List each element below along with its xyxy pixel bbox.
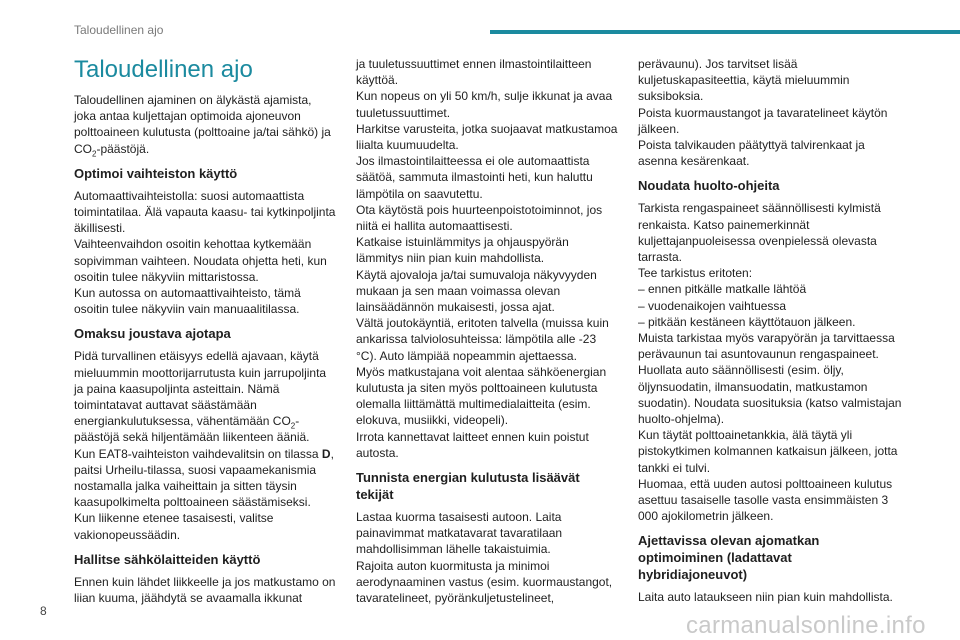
page-title: Taloudellinen ajo	[74, 56, 253, 83]
paragraph: ja tuuletussuuttimet ennen ilmastointilaitteen käyttöä.	[356, 57, 592, 88]
paragraph: Poista kuormaustangot ja tavaratelineet käytön jälkeen.	[638, 105, 888, 136]
section-title-hybrid-range: Ajettavissa olevan ajomatkan optimoiminen (ladattavat hybridiajoneuvot)	[638, 533, 820, 583]
paragraph: Käytä ajovaloja ja/tai sumuvaloja näkyvyyden mukaan ja sen maan voimassa olevan lainsäädännön mukaisesti, jossa ajat.	[356, 267, 597, 315]
paragraph: Harkitse varusteita, jotka suojaavat matkustamoa liialta kuumuudelta.	[356, 121, 618, 153]
paragraph: Katkaise istuinlämmitys ja ohjauspyörän lämmitys niin pian kuin mahdollista.	[356, 235, 569, 266]
watermark: carmanualsonline.info	[686, 612, 926, 639]
paragraph: Vältä joutokäyntiä, eritoten talvella (muissa kuin ankarissa talviolosuhteissa: lämpötila alle -23 °C). Auto lämpiää nopeammin ajettaessa.	[356, 316, 609, 363]
header-accent-bar	[490, 30, 960, 34]
paragraph: Muista tarkistaa myös varapyörän ja tarvittaessa perävaunun tai asuntovaunun rengaspaineet.	[638, 331, 895, 362]
section-title-electrical: Hallitse sähkölaitteiden käyttö	[74, 551, 261, 567]
section-title-energy-factors: Tunnista energian kulutusta lisäävät tekijät	[356, 470, 580, 503]
paragraph: Huomaa, että uuden autosi polttoaineen kulutus asettuu tasaiselle tasolle vasta ensimmäisten 3 000 ajokilometrin jälkeen.	[638, 476, 893, 524]
paragraph: Kun EAT8-vaihteiston vaihdevalitsin on tilassa D, paitsi Urheilu-tilassa, suosi vapaamekanismia nostamalla jalka vaiheittain ja sitten täysin kaasupolkimelta polttoaineen säästämiseksi.	[74, 446, 334, 510]
paragraph: Tee tarkistus eritoten:	[638, 266, 753, 281]
paragraph: perävaunu). Jos tarvitset lisää kuljetuskapasiteettia, käytä mieluummin suksiboksia.	[638, 57, 850, 104]
paragraph: Rajoita auton kuormitusta ja minimoi aerodynaaminen vastus (esim. kuormaustangot, tavaratelineet, pyöränkuljetustelineet,	[356, 558, 613, 606]
paragraph: Pidä turvallinen etäisyys edellä ajavaan, käytä mieluummin moottorijarrutusta kuin jarrupoljinta ja paina kaasupoljinta asteittain. Nämä toimintatavat auttavat säästämään energiankulutuksessa, vähentämään $CO_2$-päästöjä sekä hiljentämään liikenteen ääniä.	[74, 349, 327, 445]
column-3	[638, 56, 904, 606]
paragraph: Automaattivaihteistolla: suosi automaattista toimintatilaa. Älä vapauta kaasu- tai kytkinpoljinta äkillisesti.	[74, 188, 336, 236]
section-title-maintenance: Noudata huolto-ohjeita	[638, 178, 780, 194]
page-number: 8	[40, 604, 47, 618]
paragraph: Ennen kuin lähdet liikkeelle ja jos matkustamo on liian kuuma, jäähdytä se avaamalla ikkunat	[74, 574, 336, 606]
paragraph: Poista talvikauden päätyttyä talvirenkaat ja asenna kesärenkaat.	[638, 138, 865, 169]
paragraph: Myös matkustajana voit alentaa sähköenergian kulutusta ja siten myös polttoaineen kulutusta olemalla liittämättä multimedialaitteita (esim. elokuva, musiikki, videopeli).	[356, 364, 607, 428]
paragraph: Laita auto lataukseen niin pian kuin mahdollista.	[638, 590, 893, 605]
paragraph: Tarkista rengaspaineet säännöllisesti kylmistä renkaista. Katso painemerkinnät kuljettajanpuoleisessa ovenpielessä olevasta tarrasta.	[638, 201, 881, 265]
list-item: – pitkään kestäneen käyttötauon jälkeen.	[638, 314, 856, 329]
paragraph: Huollata auto säännöllisesti (esim. öljy, öljynsuodatin, ilmansuodatin, matkustamon suodatin). Noudata suosituksia (katso valmistajan huolto-ohjelma).	[638, 363, 902, 427]
list-item: – vuodenaikojen vaihtuessa	[638, 298, 787, 313]
paragraph: Irrota kannettavat laitteet ennen kuin poistut autosta.	[356, 429, 589, 460]
paragraph: Vaihteenvaihdon osoitin kehottaa kytkemään sopivimman vaihteen. Noudata ohjetta heti, kun osoitin tulee näkyviin mittaristossa.	[74, 237, 327, 284]
column-1	[74, 56, 336, 606]
column-2	[356, 56, 618, 606]
paragraph: Kun täytät polttoainetankkia, älä täytä yli pistokytkimen kolmannen katkaisun jälkeen, jotta tankki ei tulvi.	[638, 428, 898, 475]
paragraph: Kun autossa on automaattivaihteisto, tämä osoitin tulee näkyviin vain manuaalitilassa.	[74, 286, 301, 317]
paragraph: Lastaa kuorma tasaisesti autoon. Laita painavimmat matkatavarat tavaratilaan mahdollisimman lähelle takaistuimia.	[356, 510, 563, 557]
intro-paragraph: Taloudellinen ajaminen on älykästä ajamista, joka antaa kuljettajan optimoida ajoneuvon polttoaineen kulutusta (polttoaine ja/tai sähkö) ja $CO_2$-päästöjä.	[74, 93, 331, 158]
paragraph: Ota käytöstä pois huurteenpoistotoiminnot, jos niitä ei hallita automaattisesti.	[356, 202, 603, 234]
section-title-gearbox: Optimoi vaihteiston käyttö	[74, 165, 238, 181]
section-title-driving-style: Omaksu joustava ajotapa	[74, 326, 231, 342]
paragraph: Kun liikenne etenee tasaisesti, valitse vakionopeussäädin.	[74, 511, 274, 542]
paragraph: Jos ilmastointilaitteessa ei ole automaattista säätöä, sammuta ilmastointi heti, kun haluttu lämpötila on saavutettu.	[356, 154, 593, 201]
list-item: – ennen pitkälle matkalle lähtöä	[638, 282, 807, 297]
paragraph: Kun nopeus on yli 50 km/h, sulje ikkunat ja avaa tuuletussuuttimet.	[356, 89, 613, 120]
header-section-title: Taloudellinen ajo	[74, 23, 164, 37]
